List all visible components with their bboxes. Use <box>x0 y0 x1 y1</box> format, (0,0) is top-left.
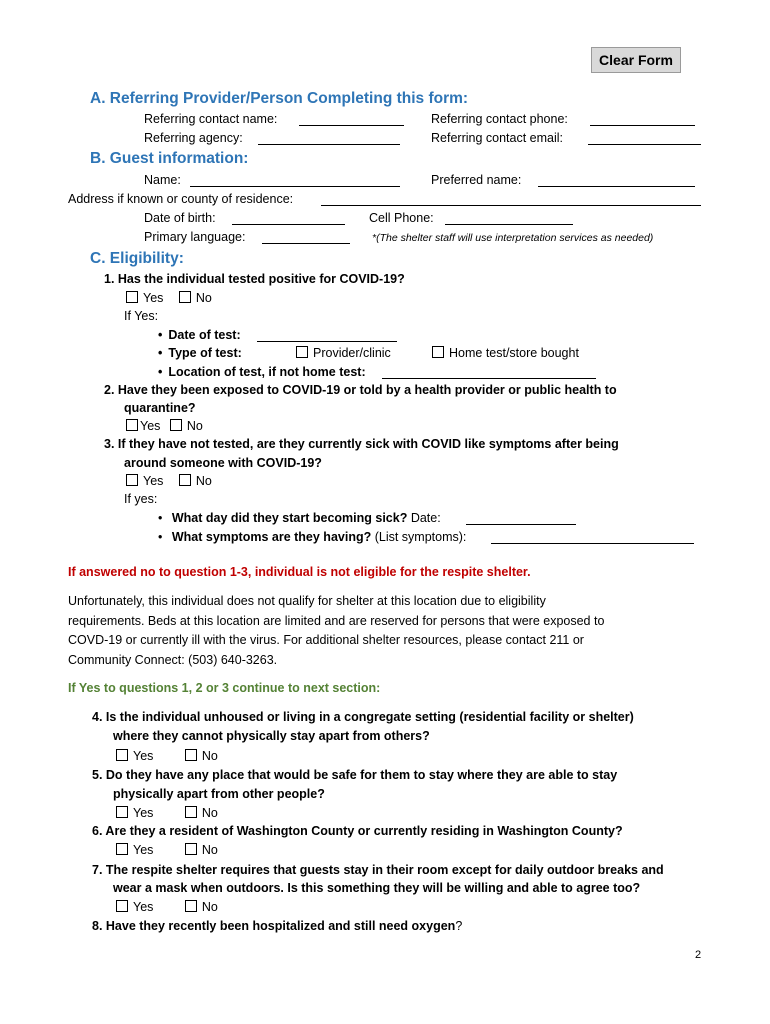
q4-text-line2: where they cannot physically stay apart from others? <box>113 729 430 743</box>
date-of-test-label: • Date of test: <box>158 328 241 342</box>
q7-yes-label: Yes <box>133 900 154 914</box>
q6-no-checkbox[interactable] <box>185 843 197 855</box>
provider-clinic-option <box>296 346 391 360</box>
q2-no-checkbox[interactable] <box>170 419 182 431</box>
contact-phone-label: Referring contact phone: <box>431 112 568 126</box>
q3-options <box>126 474 212 488</box>
address-label: Address if known or county of residence: <box>68 192 294 206</box>
q5-yes-checkbox[interactable] <box>116 806 128 818</box>
interpretation-note: *(The shelter staff will use interpretation services as needed) <box>372 232 654 244</box>
clear-form-button[interactable]: Clear Form <box>591 47 681 73</box>
q3-text-line1: 3. If they have not tested, are they currently sick with COVID like symptoms after being <box>104 437 619 451</box>
dob-label: Date of birth: <box>144 211 216 225</box>
q4-yes-label: Yes <box>133 749 154 763</box>
preferred-name-field[interactable] <box>538 186 695 187</box>
contact-name-field[interactable] <box>299 125 404 126</box>
q4-text-line1: 4. Is the individual unhoused or living in a congregate setting (residential facility or shelter) <box>92 710 634 724</box>
q3-yes-label: Yes <box>143 474 164 488</box>
not-eligible-line: Unfortunately, this individual does not qualify for shelter at this location due to eligibility <box>68 594 546 608</box>
q1-if-yes: If Yes: <box>124 309 159 323</box>
q6-no-label: No <box>201 843 218 857</box>
q7-text-line2: wear a mask when outdoors. Is this something they will be willing and able to agree too? <box>113 881 641 895</box>
home-test-option <box>432 346 579 360</box>
contact-email-field[interactable] <box>588 144 701 145</box>
list-symptoms-label: (List symptoms): <box>374 530 467 544</box>
not-eligible-line: COVD-19 or currently ill with the virus. For additional shelter resources, please contact 211 or <box>68 633 584 647</box>
agency-field[interactable] <box>258 144 400 145</box>
q7-no-checkbox[interactable] <box>185 900 197 912</box>
not-eligible-header: If answered no to question 1-3, individual is not eligible for the respite shelter. <box>68 565 531 579</box>
q7-yes-checkbox[interactable] <box>116 900 128 912</box>
location-of-test-field[interactable] <box>382 378 596 379</box>
provider-clinic-checkbox[interactable] <box>296 346 308 358</box>
q1-options <box>126 291 212 305</box>
q7-no-label: No <box>201 900 218 914</box>
language-field[interactable] <box>262 243 350 244</box>
q6-yes-checkbox[interactable] <box>116 843 128 855</box>
sick-date-label: Date: <box>410 511 441 525</box>
q1-text: 1. Has the individual tested positive for COVID-19? <box>104 272 405 286</box>
not-eligible-line: Community Connect: (503) 640-3263. <box>68 652 278 667</box>
contact-name-label: Referring contact name: <box>144 112 278 126</box>
q2-options <box>126 419 203 433</box>
sick-date-field[interactable] <box>466 524 576 525</box>
q2-no-label: No <box>186 419 203 433</box>
q3-no-checkbox[interactable] <box>179 474 191 486</box>
cell-phone-field[interactable] <box>445 224 573 225</box>
sick-day-label: What day did they start becoming sick? <box>171 511 408 525</box>
q3-text-line2: around someone with COVID-19? <box>124 456 322 470</box>
symptoms-label: What symptoms are they having? <box>171 530 372 544</box>
q5-no-label: No <box>201 806 218 820</box>
provider-clinic-label: Provider/clinic <box>313 346 391 360</box>
q2-yes-checkbox[interactable] <box>126 419 138 431</box>
q5-text-line1: 5. Do they have any place that would be safe for them to stay where they are able to stay <box>92 768 618 782</box>
q6-yes-label: Yes <box>133 843 154 857</box>
page-number: 2 <box>695 949 702 961</box>
type-of-test-label: • Type of test: <box>158 346 242 360</box>
q4-yes-checkbox[interactable] <box>116 749 128 761</box>
q3-if-yes: If yes: <box>124 492 158 506</box>
q1-no-checkbox[interactable] <box>179 291 191 303</box>
q7-text-line1: 7. The respite shelter requires that guests stay in their room except for daily outdoor breaks and <box>92 863 664 877</box>
q8-question-mark: ? <box>455 919 463 933</box>
section-a-title: A. Referring Provider/Person Completing this form: <box>90 90 469 107</box>
q8-row <box>92 919 462 933</box>
q6-text: 6. Are they a resident of Washington County or currently residing in Washington County? <box>92 824 623 838</box>
preferred-name-label: Preferred name: <box>431 173 522 187</box>
dob-field[interactable] <box>232 224 345 225</box>
contact-phone-field[interactable] <box>590 125 695 126</box>
contact-email-label: Referring contact email: <box>431 131 564 145</box>
section-b-title: B. Guest information: <box>90 150 249 167</box>
q1-yes-checkbox[interactable] <box>126 291 138 303</box>
sick-day-row <box>158 511 441 525</box>
agency-label: Referring agency: <box>144 131 243 145</box>
guest-name-field[interactable] <box>190 186 400 187</box>
language-label: Primary language: <box>144 230 246 244</box>
q2-text-line1: 2. Have they been exposed to COVID-19 or told by a health provider or public health to <box>104 383 617 397</box>
q1-no-label: No <box>195 291 212 305</box>
q3-yes-checkbox[interactable] <box>126 474 138 486</box>
q2-yes-label: Yes <box>140 419 161 433</box>
q4-no-checkbox[interactable] <box>185 749 197 761</box>
q3-no-label: No <box>195 474 212 488</box>
q5-options <box>116 806 218 820</box>
home-test-checkbox[interactable] <box>432 346 444 358</box>
not-eligible-paragraph <box>68 592 708 670</box>
q6-options <box>116 843 218 857</box>
q5-text-line2: physically apart from other people? <box>113 787 325 801</box>
q7-options <box>116 900 218 914</box>
q1-yes-label: Yes <box>143 291 164 305</box>
date-of-test-field[interactable] <box>257 341 397 342</box>
section-c-title: C. Eligibility: <box>90 250 184 267</box>
continue-header: If Yes to questions 1, 2 or 3 continue to next section: <box>68 681 381 695</box>
guest-name-label: Name: <box>144 173 181 187</box>
not-eligible-line: requirements. Beds at this location are limited and are reserved for persons that were exposed to <box>68 613 605 628</box>
q2-text-line2: quarantine? <box>124 401 196 415</box>
address-field[interactable] <box>321 205 701 206</box>
q4-no-label: No <box>201 749 218 763</box>
symptoms-row <box>158 530 466 544</box>
q4-options <box>116 749 218 763</box>
q5-no-checkbox[interactable] <box>185 806 197 818</box>
location-of-test-label: • Location of test, if not home test: <box>158 365 366 379</box>
home-test-label: Home test/store bought <box>449 346 579 360</box>
q8-text: 8. Have they recently been hospitalized and still need oxygen <box>92 919 456 933</box>
q5-yes-label: Yes <box>133 806 154 820</box>
symptoms-field[interactable] <box>491 543 694 544</box>
cell-phone-label: Cell Phone: <box>369 211 434 225</box>
